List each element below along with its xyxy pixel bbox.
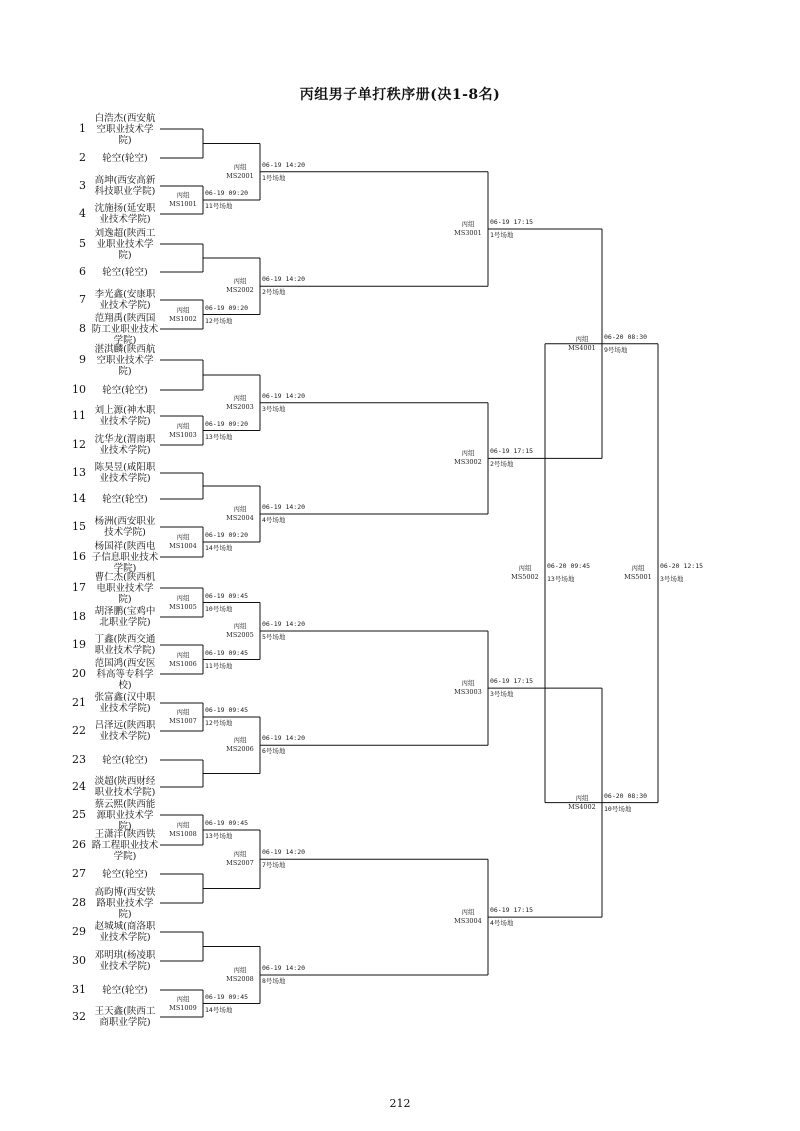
player-name: 蔡云熙(陕西能源职业技术学院) [94,798,156,832]
player-name: 轮空(轮空) [102,266,148,278]
match-court: 1号场地 [490,231,514,239]
player-name: 轮空(轮空) [102,868,148,880]
match-group: 丙组 [461,449,475,458]
match-group-code [450,449,486,467]
match-court: 4号场地 [490,919,514,928]
match-time: 06-19 14:20 [262,964,306,972]
player-name: 沈华龙(渭南职业技术学院) [94,434,156,456]
match-code: MS1002 [169,314,197,323]
match-group: 丙组 [461,908,475,917]
match-group: 丙组 [176,533,190,541]
match-group-code [165,995,201,1013]
player-name: 轮空(轮空) [102,984,148,996]
match-info [205,418,248,444]
player-name: 王潇洋(陕西铁路工程职业技术学院) [91,828,159,862]
player-name: 范国鸿(西安医科高等专科学校) [94,657,156,691]
match-court: 3号场地 [660,575,684,584]
seed-number: 29 [72,925,86,938]
match-info [604,331,647,357]
match-time: 06-19 09:45 [205,992,249,1001]
match-info [262,501,305,527]
match-court: 2号场地 [262,288,286,297]
seed-number: 30 [72,954,86,967]
match-court: 13号场地 [205,832,233,840]
page-number: 212 [389,1097,411,1110]
player-name: 淡超(陕西财经职业技术学院) [94,776,156,798]
match-group-code [222,966,258,984]
match-code: MS3004 [454,917,482,926]
match-info [205,529,248,555]
match-time: 06-19 17:15 [490,218,534,226]
match-group-code [222,622,258,640]
seed-number: 13 [72,466,86,479]
match-code: MS2006 [226,745,254,754]
seed-number: 9 [79,353,86,366]
match-group-code [165,306,201,324]
player-name: 胡泽鹏(宝鸡中北职业学院) [94,606,156,628]
player-name: 陈昊昱(咸阳职业技术学院) [94,462,156,484]
match-court: 9号场地 [604,345,628,354]
match-group-code [222,736,258,754]
seed-number: 23 [72,753,86,766]
match-info [262,962,305,988]
match-time: 06-20 08:30 [604,791,648,800]
player-name: 刘逸超(陕西工业职业技术学院) [94,227,156,261]
match-time: 06-19 09:45 [205,706,249,714]
match-code: MS3001 [454,229,482,237]
player-name: 轮空(轮空) [102,384,148,396]
match-code: MS2007 [226,859,254,868]
match-info [205,647,248,673]
player-name: 吕泽远(陕西职业技术学院) [94,720,156,742]
match-info [490,904,533,930]
seed-number: 20 [72,667,86,680]
match-court: 12号场地 [205,719,233,727]
match-code: MS2003 [226,402,254,411]
match-group-code [165,708,201,726]
match-code: MS1009 [169,1003,197,1012]
match-court: 14号场地 [205,1005,233,1014]
match-time: 06-19 14:20 [262,391,306,400]
player-name: 张富鑫(汉中职业技术学院) [94,692,156,714]
match-code: MS4002 [568,802,596,811]
match-group: 丙组 [631,564,645,573]
seed-number: 22 [72,724,86,737]
seed-number: 2 [79,151,86,164]
match-code: MS4001 [568,343,596,352]
match-info [547,560,590,586]
match-time: 06-19 17:15 [490,447,534,456]
match-info [490,445,533,471]
match-info [262,390,305,416]
match-court: 13号场地 [547,575,575,584]
match-group: 丙组 [233,393,247,402]
player-name: 轮空(轮空) [102,493,148,505]
match-group: 丙组 [233,277,247,286]
match-court: 14号场地 [205,544,233,552]
match-time: 06-19 09:45 [205,591,249,600]
match-group: 丙组 [176,821,190,829]
match-court: 10号场地 [604,804,632,813]
seed-number: 31 [72,983,86,996]
match-court: 3号场地 [262,404,286,413]
player-name: 轮空(轮空) [102,152,148,164]
match-time: 06-19 14:20 [262,503,306,511]
match-code: MS3003 [454,688,482,697]
match-time: 06-19 14:20 [262,848,306,857]
match-code: MS1006 [169,659,197,668]
match-group-code [165,533,201,551]
player-name: 丁鑫(陕西交通职业技术学院) [94,634,156,656]
match-time: 06-19 09:20 [205,303,249,312]
match-time: 06-19 14:20 [262,620,306,628]
player-name: 李光鑫(安康职业技术学院) [94,289,156,311]
match-time: 06-19 14:20 [262,160,306,169]
match-info [262,732,305,758]
seed-number: 21 [72,696,86,709]
match-time: 06-20 12:15 [660,562,704,571]
match-court: 11号场地 [205,661,233,670]
match-group-code [620,564,656,582]
match-code: MS1005 [169,602,197,611]
match-group-code [564,335,600,353]
match-group-code [222,277,258,295]
match-info [205,991,248,1017]
seed-number: 25 [72,808,86,821]
match-code: MS2001 [226,171,254,180]
match-info [205,187,248,213]
match-time: 06-19 14:20 [262,275,306,284]
seed-number: 11 [72,409,86,422]
match-group: 丙组 [233,505,247,513]
match-time: 06-19 09:20 [205,531,249,539]
match-group: 丙组 [176,650,190,659]
match-court: 12号场地 [205,316,233,325]
match-time: 06-19 17:15 [490,677,534,686]
match-group-code [564,794,600,812]
match-time: 06-19 09:20 [205,189,249,197]
match-group: 丙组 [233,622,247,630]
match-group: 丙组 [233,162,247,171]
match-code: MS1004 [169,542,197,550]
match-court: 13号场地 [205,432,233,441]
match-time: 06-19 09:45 [205,819,249,827]
match-code: MS2008 [226,975,254,983]
player-name: 轮空(轮空) [102,754,148,766]
match-info [262,846,305,872]
match-group-code [507,564,543,582]
match-group: 丙组 [575,793,589,802]
seed-number: 32 [72,1010,86,1023]
player-name: 沈施扬(延安职业技术学院) [94,203,156,225]
match-group-code [222,505,258,523]
match-group: 丙组 [518,564,532,573]
seed-number: 28 [72,896,86,909]
match-group: 丙组 [233,966,247,974]
seed-number: 26 [72,838,86,851]
match-group-code [165,191,201,209]
player-name: 赵城城(商洛职业技术学院) [94,921,156,943]
player-name: 杨洲(西安职业技术学院) [94,516,156,538]
match-time: 06-19 09:45 [205,648,249,657]
seed-number: 15 [72,520,86,533]
seed-number: 3 [79,179,86,192]
player-name: 范翔禹(陕西国防工业职业技术学院) [91,312,159,346]
match-group: 丙组 [176,593,190,602]
match-info [262,159,305,185]
match-group: 丙组 [461,679,475,688]
match-code: MS1007 [169,717,197,725]
seed-number: 6 [79,265,86,278]
match-group: 丙组 [176,994,190,1003]
match-info [490,216,533,242]
player-name: 邓明琪(杨凌职业技术学院) [94,950,156,972]
match-time: 06-20 09:45 [547,562,591,571]
player-name: 高昀博(西安铁路职业技术学院) [94,886,156,920]
page-title: 丙组男子单打秩序册(决1-8名) [299,87,501,103]
match-code: MS1008 [169,830,197,838]
match-group: 丙组 [461,220,475,228]
match-time: 06-19 14:20 [262,734,306,743]
seed-number: 16 [72,550,86,563]
seed-number: 12 [72,438,86,451]
seed-number: 27 [72,867,86,880]
match-time: 06-19 17:15 [490,906,534,915]
match-group-code [165,594,201,612]
match-court: 1号场地 [262,173,286,182]
match-info [490,675,533,701]
match-code: MS2005 [226,631,254,639]
match-code: MS1003 [169,430,197,439]
match-info [205,817,248,843]
match-court: 6号场地 [262,747,286,756]
match-time: 06-19 09:20 [205,419,249,428]
match-group-code [450,679,486,697]
match-info [604,790,647,816]
match-group: 丙组 [575,334,589,343]
match-time: 06-20 08:30 [604,332,648,341]
match-court: 8号场地 [262,977,286,985]
match-group-code [222,394,258,412]
match-code: MS2002 [226,286,254,295]
player-name: 白浩杰(西安航空职业技术学院) [94,112,156,146]
match-court: 7号场地 [262,861,286,870]
match-group: 丙组 [176,421,190,430]
seed-number: 1 [79,122,86,135]
match-info [262,618,305,644]
player-name: 王天鑫(陕西工商职业学院) [94,1006,156,1028]
match-info [205,704,248,730]
seed-number: 8 [79,322,86,335]
match-group: 丙组 [176,305,190,314]
match-info [205,302,248,328]
match-group: 丙组 [233,736,247,745]
seed-number: 5 [79,237,86,250]
match-code: MS2004 [226,514,254,522]
player-name: 曹仁杰(陕西机电职业技术学院) [94,571,156,605]
match-court: 5号场地 [262,633,286,641]
seed-number: 17 [72,581,86,594]
match-code: MS5001 [624,573,652,582]
match-group-code [165,821,201,839]
player-name: 杨国祥(陕西电子信息职业技术学院) [91,540,159,574]
player-name: 湛淇麟(陕西航空职业技术学院) [94,343,156,377]
seed-number: 14 [72,492,86,505]
match-group-code [165,651,201,669]
match-group-code [222,850,258,868]
match-group-code [450,908,486,926]
match-code: MS5002 [511,573,539,582]
match-group: 丙组 [176,708,190,716]
match-court: 3号场地 [490,690,514,699]
seed-number: 18 [72,610,86,623]
match-group-code [450,220,486,238]
match-court: 10号场地 [205,604,233,613]
match-court: 11号场地 [205,202,233,210]
match-group: 丙组 [176,191,190,199]
match-info [660,560,703,586]
match-group-code [222,163,258,181]
seed-number: 19 [72,638,86,651]
match-code: MS1001 [169,200,197,208]
match-group-code [165,422,201,440]
player-name: 刘上源(神木职业技术学院) [94,405,156,427]
seed-number: 24 [72,780,86,793]
match-court: 2号场地 [490,460,514,469]
match-code: MS3002 [454,458,482,467]
seed-number: 7 [79,293,86,306]
seed-number: 4 [79,207,86,220]
match-info [262,273,305,299]
match-info [205,590,248,616]
player-name: 高坤(西安高新科技职业学院) [94,175,156,197]
match-court: 4号场地 [262,516,286,524]
seed-number: 10 [72,383,86,396]
match-group: 丙组 [233,850,247,859]
